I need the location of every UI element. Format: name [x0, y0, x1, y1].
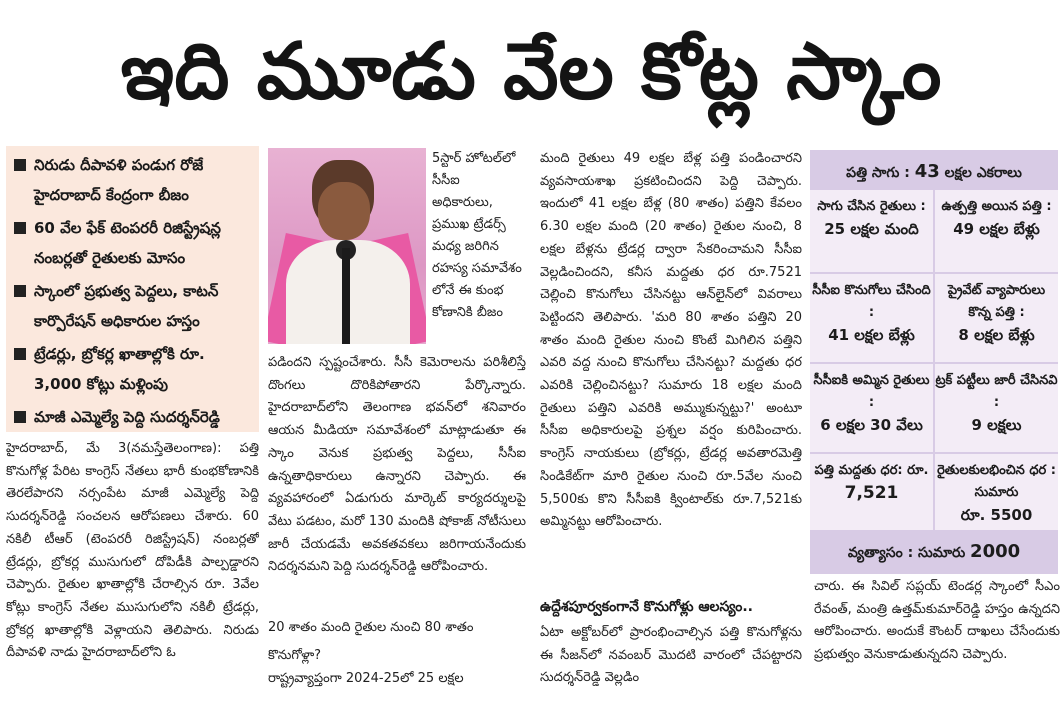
bullet-square-icon: [14, 411, 26, 423]
stat-cci-purchase: సీసీఐ కొనుగోలు చేసింది : 41 లక్షల బేళ్లు: [810, 274, 933, 362]
stat-production: ఉత్పత్తి అయిన పత్తి : 49 లక్షల బేళ్లు: [935, 190, 1058, 272]
stat-farmers-sold: సీసీఐకి అమ్మిన రైతులు : 6 లక్షల 30 వేలు: [810, 364, 933, 452]
article-column-2: పడిందని స్పష్టంచేశారు. సీసీ కెమెరాలను పరిశీలిస్తే దొంగలు దొరికిపోతారని పేర్కొన్నారు. హైదరాబాద్‌లోని తెలంగాణ భవన్‌లో శనివారం ఆయన మీడియా సమావేశంలో మాట్లాడుతూ ఈ స్కాం వెనుక ప్రభుత్వ పెద్దలు, సీసీఐ ఉన్నతాధికారులు ఉన్నారని చెప్పారు. ఈ వ్యవహారంలో ఏడుగురు మార్కెట్ కార్యదర్శులపై వేటు పడటం, మరో 130 మందికి షోకాజ్ నోటీసులు జారీ చేయడమే అవకతవకలు జరిగాయనేందుకు నిదర్శనమని పెద్ది సుదర్శన్‌రెడ్డి ఆరోపించారు.: [268, 355, 526, 575]
stat-support-price: పత్తి మద్దతు ధర: రూ. 7,521: [810, 454, 933, 530]
highlight-item: ట్రేడర్లు, బ్రోకర్ల ఖాతాల్లోకి రూ. 3,000 కోట్లు మళ్లింపు: [12, 339, 253, 399]
bullet-square-icon: [14, 285, 26, 297]
stats-panel: [810, 150, 1058, 574]
highlights-box: [6, 146, 259, 432]
speaker-photo: [268, 148, 426, 344]
highlight-item: నిరుడు దీపావళి పండుగ రోజే హైదరాబాద్ కేంద్రంగా బీజం: [12, 150, 253, 210]
article-column-3: మంది రైతులు 49 లక్షల బేళ్ల పత్తి పండించారని వ్యవసాయశాఖ ప్రకటించిందని పెద్ది చెప్పారు. ఇందులో 41 లక్షల బేళ్ల (80 శాతం) పత్తిని కేవలం 6.30 లక్షల మంది (20 శాతం) రైతుల నుంచి, 8 లక్షల బేళ్లను ట్రేడర్ల ద్వారా సేకరించామని సీసీఐ వెల్లడించిందని, కనీస మద్దతు ధర రూ.7521 చెల్లించి కొనుగోలు చేసినట్టు ఆన్‌లైన్‌లో వివరాలు పెట్టిందని తెలిపారు. 'మరి 80 శాతం పత్తిని 20 శాతం మంది రైతుల నుంచి కొంటే మిగిలిన పత్తిని ఎవరి వద్ద నుంచి కొనుగోలు చేసినట్టు? మద్దతు ధర ఎవరికి చెల్లించినట్టు? సుమారు 18 లక్షల మంది రైతులు పత్తిని ఎవరికి అమ్ముకున్నట్టు?' అంటూ సీసీఐ అధికారులపై ప్రశ్నల వర్షం కురిపించారు. కాంగ్రెస్ నాయకులు (బ్రోకర్లు, ట్రేడర్ల అవతారమెత్తి సిండికేట్‌గా మారి రైతుల నుంచి రూ.5వేల నుంచి 5,500కు కొని సీసీఐకి క్వింటాల్‌కు రూ.7,521కు అమ్మినట్టు ఆరోపించారు.: [540, 151, 802, 530]
stat-private-purchase: ప్రైవేట్ వ్యాపారులు కొన్న పత్తి : 8 లక్షల బేళ్లు: [935, 274, 1058, 362]
highlight-item: మాజీ ఎమ్మెల్యే పెద్ది సుదర్శన్‌రెడ్డి: [12, 402, 253, 432]
article-column-4: చారు. ఈ సివిల్ సప్లయ్ టెండర్ల స్కాంలో సీఎం రేవంత్, మంత్రి ఉత్తమ్‌కుమార్‌రెడ్డి హస్తం ఉన్నదని ఆరోపించారు. అందుకే కౌంటర్ దాఖలు చేసేందుకు ప్రభుత్వం వెనుకాడుతున్నదని చెప్పారు.: [814, 579, 1060, 662]
article-column-2-side: 5స్టార్ హోటల్‌లో సీసీఐ అధికారులు, ప్రముఖ ట్రేడర్స్ మధ్య జరిగిన రహస్య సమావేశం లోనే ఈ కుంభ కోణానికి బీజం: [432, 151, 522, 320]
highlight-item: స్కాంలో ప్రభుత్వ పెద్దలు, కాటన్ కార్పొరేషన్ అధికారుల హస్తం: [12, 276, 253, 336]
stat-row: [810, 190, 1058, 272]
stat-row: [810, 274, 1058, 362]
bullet-square-icon: [14, 222, 26, 234]
subheading-1: 20 శాతం మంది రైతుల నుంచి 80 శాతం కొనుగోళ్లా?: [268, 620, 474, 663]
highlight-item: 60 వేల ఫేక్ టెంపరరీ రిజిస్ట్రేషన్ల నంబర్లతో రైతులకు మోసం: [12, 213, 253, 273]
article-column-3-bottom: ఏటా అక్టోబర్‌లో ప్రారంభించాల్సిన పత్తి కొనుగోళ్లను ఈ సీజన్‌లో నవంబర్ మొదటి వారంలో చేపట్టారని సుదర్శన్‌రెడ్డి వెల్లడిం: [540, 625, 802, 686]
stat-cultivation: పత్తి సాగు : 43 లక్షల ఎకరాలు: [846, 161, 1022, 182]
stat-difference: వ్యత్యాసం : సుమారు 2000: [847, 541, 1021, 562]
headline: ఇది మూడు వేల కోట్ల స్కాం: [120, 27, 942, 117]
bullet-square-icon: [14, 348, 26, 360]
stat-row: [810, 454, 1058, 530]
stat-farmer-price: రైతులకులభించిన ధర : సుమారు రూ. 5500: [935, 454, 1058, 530]
stat-row: [810, 364, 1058, 452]
stat-truck-sheets: ట్రక్ పట్టీలు జారీ చేసినవి : 9 లక్షలు: [935, 364, 1058, 452]
article-column-1: హైదరాబాద్, మే 3(నమస్తేతెలంగాణ): పత్తి కొనుగోళ్ల పేరిట కాంగ్రెస్ నేతలు భారీ కుంభకోణానికి తెరలేపారని నర్సంపేట మాజీ ఎమ్మెల్యే పెద్ది సుదర్శన్‌రెడ్డి సంచలన ఆరోపణలు చేశారు. 60 నకిలీ టీఆర్ (టెంపరరీ రిజిస్ట్రేషన్) నంబర్లతో ట్రేడర్లు, బ్రోకర్ల ముసుగులో దోపిడీకి పాల్పడ్డారని చెప్పారు. రైతుల ఖాతాల్లోకి చేరాల్సిన రూ. 3వేల కోట్లు కాంగ్రెస్ నేతల ముసుగులోని నకిలీ ట్రేడర్లు, బ్రోకర్ల ఖాతాల్లోకి వెళ్లాయని తెలిపారు. నిరుడు దీపావళి నాడు హైదరాబాద్‌లోని ఓ: [6, 441, 259, 661]
stat-farmers: సాగు చేసిన రైతులు : 25 లక్షల మంది: [810, 190, 933, 272]
subheading-2: ఉద్దేశపూర్వకంగానే కొనుగోళ్లు ఆలస్యం..: [540, 599, 753, 615]
article-column-2-tail: రాష్ట్రవ్యాప్తంగా 2024-25లో 25 లక్షల: [268, 671, 464, 686]
bullet-square-icon: [14, 159, 26, 171]
